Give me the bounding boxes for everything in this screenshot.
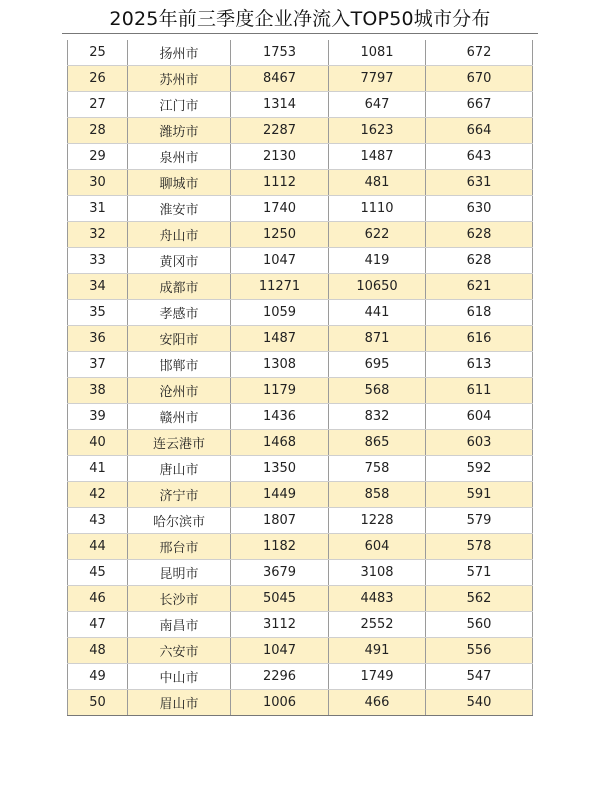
net-inflow-cell: 579 bbox=[426, 508, 533, 534]
city-cell: 泉州市 bbox=[128, 144, 231, 170]
value-cell-b: 441 bbox=[329, 300, 426, 326]
value-cell-a: 11271 bbox=[231, 274, 329, 300]
rank-cell: 38 bbox=[68, 378, 128, 404]
city-cell: 济宁市 bbox=[128, 482, 231, 508]
value-cell-b: 2552 bbox=[329, 612, 426, 638]
value-cell-a: 3679 bbox=[231, 560, 329, 586]
value-cell-a: 1350 bbox=[231, 456, 329, 482]
value-cell-b: 491 bbox=[329, 638, 426, 664]
city-cell: 成都市 bbox=[128, 274, 231, 300]
rank-cell: 50 bbox=[68, 690, 128, 716]
city-cell: 唐山市 bbox=[128, 456, 231, 482]
rank-cell: 34 bbox=[68, 274, 128, 300]
net-inflow-cell: 556 bbox=[426, 638, 533, 664]
value-cell-a: 1436 bbox=[231, 404, 329, 430]
city-cell: 孝感市 bbox=[128, 300, 231, 326]
rank-cell: 36 bbox=[68, 326, 128, 352]
rank-cell: 40 bbox=[68, 430, 128, 456]
table-row bbox=[68, 248, 533, 274]
net-inflow-cell: 592 bbox=[426, 456, 533, 482]
rank-cell: 31 bbox=[68, 196, 128, 222]
net-inflow-cell: 618 bbox=[426, 300, 533, 326]
value-cell-a: 1740 bbox=[231, 196, 329, 222]
value-cell-b: 568 bbox=[329, 378, 426, 404]
city-cell: 长沙市 bbox=[128, 586, 231, 612]
net-inflow-cell: 560 bbox=[426, 612, 533, 638]
value-cell-b: 1228 bbox=[329, 508, 426, 534]
value-cell-a: 1112 bbox=[231, 170, 329, 196]
value-cell-b: 858 bbox=[329, 482, 426, 508]
table-row bbox=[68, 482, 533, 508]
table-row bbox=[68, 612, 533, 638]
rank-cell: 49 bbox=[68, 664, 128, 690]
value-cell-a: 1182 bbox=[231, 534, 329, 560]
table-row bbox=[68, 430, 533, 456]
net-inflow-cell: 631 bbox=[426, 170, 533, 196]
net-inflow-cell: 672 bbox=[426, 40, 533, 66]
value-cell-a: 2130 bbox=[231, 144, 329, 170]
value-cell-a: 2296 bbox=[231, 664, 329, 690]
rank-cell: 37 bbox=[68, 352, 128, 378]
city-table-container bbox=[67, 40, 532, 716]
value-cell-a: 1250 bbox=[231, 222, 329, 248]
net-inflow-cell: 628 bbox=[426, 248, 533, 274]
city-cell: 中山市 bbox=[128, 664, 231, 690]
value-cell-a: 1006 bbox=[231, 690, 329, 716]
table-row bbox=[68, 274, 533, 300]
value-cell-a: 1047 bbox=[231, 248, 329, 274]
net-inflow-cell: 611 bbox=[426, 378, 533, 404]
city-cell: 昆明市 bbox=[128, 560, 231, 586]
value-cell-b: 419 bbox=[329, 248, 426, 274]
city-cell: 舟山市 bbox=[128, 222, 231, 248]
city-cell: 南昌市 bbox=[128, 612, 231, 638]
value-cell-a: 1179 bbox=[231, 378, 329, 404]
value-cell-a: 3112 bbox=[231, 612, 329, 638]
rank-cell: 35 bbox=[68, 300, 128, 326]
net-inflow-cell: 604 bbox=[426, 404, 533, 430]
table-row bbox=[68, 222, 533, 248]
net-inflow-cell: 643 bbox=[426, 144, 533, 170]
value-cell-a: 1468 bbox=[231, 430, 329, 456]
city-cell: 邢台市 bbox=[128, 534, 231, 560]
net-inflow-cell: 670 bbox=[426, 66, 533, 92]
net-inflow-cell: 667 bbox=[426, 92, 533, 118]
title-underline bbox=[62, 33, 538, 34]
value-cell-a: 1753 bbox=[231, 40, 329, 66]
value-cell-a: 8467 bbox=[231, 66, 329, 92]
table-row bbox=[68, 40, 533, 66]
value-cell-a: 1807 bbox=[231, 508, 329, 534]
city-cell: 六安市 bbox=[128, 638, 231, 664]
city-cell: 江门市 bbox=[128, 92, 231, 118]
table-row bbox=[68, 144, 533, 170]
net-inflow-cell: 621 bbox=[426, 274, 533, 300]
table-row bbox=[68, 508, 533, 534]
value-cell-b: 622 bbox=[329, 222, 426, 248]
value-cell-a: 1308 bbox=[231, 352, 329, 378]
table-title: 2025年前三季度企业净流入TOP50城市分布 bbox=[109, 8, 491, 30]
table-row bbox=[68, 326, 533, 352]
net-inflow-cell: 562 bbox=[426, 586, 533, 612]
value-cell-b: 758 bbox=[329, 456, 426, 482]
value-cell-b: 481 bbox=[329, 170, 426, 196]
city-cell: 淮安市 bbox=[128, 196, 231, 222]
table-row bbox=[68, 560, 533, 586]
net-inflow-cell: 591 bbox=[426, 482, 533, 508]
net-inflow-cell: 630 bbox=[426, 196, 533, 222]
city-cell: 聊城市 bbox=[128, 170, 231, 196]
city-cell: 苏州市 bbox=[128, 66, 231, 92]
value-cell-b: 7797 bbox=[329, 66, 426, 92]
value-cell-b: 865 bbox=[329, 430, 426, 456]
city-cell: 连云港市 bbox=[128, 430, 231, 456]
table-row bbox=[68, 404, 533, 430]
rank-cell: 25 bbox=[68, 40, 128, 66]
value-cell-a: 1059 bbox=[231, 300, 329, 326]
value-cell-a: 1449 bbox=[231, 482, 329, 508]
rank-cell: 46 bbox=[68, 586, 128, 612]
net-inflow-cell: 616 bbox=[426, 326, 533, 352]
rank-cell: 41 bbox=[68, 456, 128, 482]
table-body bbox=[68, 40, 533, 716]
table-row bbox=[68, 586, 533, 612]
value-cell-b: 832 bbox=[329, 404, 426, 430]
rank-cell: 43 bbox=[68, 508, 128, 534]
net-inflow-cell: 603 bbox=[426, 430, 533, 456]
table-row bbox=[68, 170, 533, 196]
rank-cell: 27 bbox=[68, 92, 128, 118]
city-cell: 赣州市 bbox=[128, 404, 231, 430]
table-row bbox=[68, 690, 533, 716]
value-cell-b: 1487 bbox=[329, 144, 426, 170]
net-inflow-cell: 547 bbox=[426, 664, 533, 690]
rank-cell: 48 bbox=[68, 638, 128, 664]
value-cell-b: 4483 bbox=[329, 586, 426, 612]
value-cell-b: 647 bbox=[329, 92, 426, 118]
table-row bbox=[68, 456, 533, 482]
table-row bbox=[68, 638, 533, 664]
city-cell: 邯郸市 bbox=[128, 352, 231, 378]
city-cell: 眉山市 bbox=[128, 690, 231, 716]
city-ranking-table bbox=[67, 40, 533, 716]
rank-cell: 47 bbox=[68, 612, 128, 638]
value-cell-b: 1749 bbox=[329, 664, 426, 690]
rank-cell: 32 bbox=[68, 222, 128, 248]
rank-cell: 29 bbox=[68, 144, 128, 170]
rank-cell: 28 bbox=[68, 118, 128, 144]
city-cell: 扬州市 bbox=[128, 40, 231, 66]
net-inflow-cell: 613 bbox=[426, 352, 533, 378]
rank-cell: 44 bbox=[68, 534, 128, 560]
city-cell: 黄冈市 bbox=[128, 248, 231, 274]
net-inflow-cell: 578 bbox=[426, 534, 533, 560]
rank-cell: 30 bbox=[68, 170, 128, 196]
value-cell-b: 10650 bbox=[329, 274, 426, 300]
net-inflow-cell: 571 bbox=[426, 560, 533, 586]
table-row bbox=[68, 534, 533, 560]
value-cell-a: 1047 bbox=[231, 638, 329, 664]
city-cell: 沧州市 bbox=[128, 378, 231, 404]
net-inflow-cell: 628 bbox=[426, 222, 533, 248]
rank-cell: 42 bbox=[68, 482, 128, 508]
table-row bbox=[68, 664, 533, 690]
value-cell-b: 1110 bbox=[329, 196, 426, 222]
net-inflow-cell: 664 bbox=[426, 118, 533, 144]
table-row bbox=[68, 92, 533, 118]
city-cell: 哈尔滨市 bbox=[128, 508, 231, 534]
rank-cell: 45 bbox=[68, 560, 128, 586]
rank-cell: 33 bbox=[68, 248, 128, 274]
value-cell-b: 1081 bbox=[329, 40, 426, 66]
table-row bbox=[68, 196, 533, 222]
value-cell-a: 2287 bbox=[231, 118, 329, 144]
value-cell-a: 5045 bbox=[231, 586, 329, 612]
value-cell-b: 871 bbox=[329, 326, 426, 352]
value-cell-b: 3108 bbox=[329, 560, 426, 586]
value-cell-b: 466 bbox=[329, 690, 426, 716]
rank-cell: 39 bbox=[68, 404, 128, 430]
table-row bbox=[68, 66, 533, 92]
table-row bbox=[68, 118, 533, 144]
value-cell-b: 695 bbox=[329, 352, 426, 378]
value-cell-b: 604 bbox=[329, 534, 426, 560]
city-cell: 潍坊市 bbox=[128, 118, 231, 144]
city-cell: 安阳市 bbox=[128, 326, 231, 352]
table-row bbox=[68, 378, 533, 404]
rank-cell: 26 bbox=[68, 66, 128, 92]
net-inflow-cell: 540 bbox=[426, 690, 533, 716]
table-row bbox=[68, 352, 533, 378]
value-cell-a: 1314 bbox=[231, 92, 329, 118]
table-row bbox=[68, 300, 533, 326]
value-cell-a: 1487 bbox=[231, 326, 329, 352]
value-cell-b: 1623 bbox=[329, 118, 426, 144]
